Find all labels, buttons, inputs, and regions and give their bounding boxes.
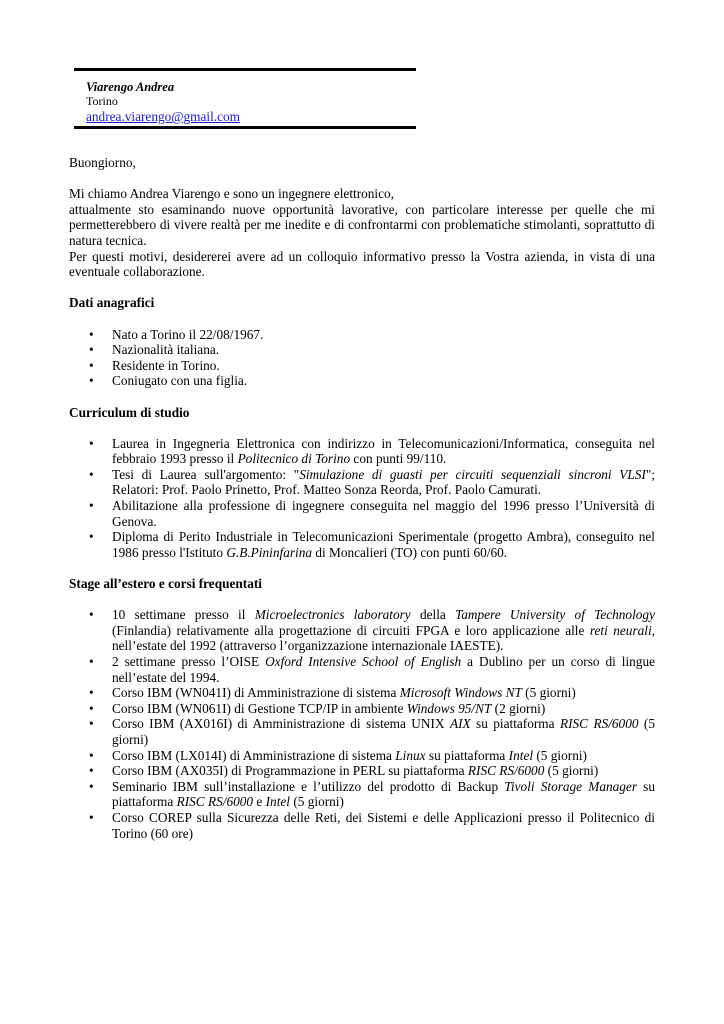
section-title-stage: Stage all’estero e corsi frequentati (69, 576, 262, 592)
anagrafici-list (69, 327, 655, 389)
list-item: • Corso IBM (LX014I) di Amministrazione di sistema Linux su piattaforma Intel (5 giorni) (89, 747, 587, 763)
list-item: • Coniugato con una figlia. (89, 373, 248, 389)
list-item: • Abilitazione alla professione di ingegnere conseguita nel maggio del 1996 presso l’Università di Genova. (89, 498, 655, 529)
list-item: • Tesi di Laurea sull'argomento: "Simulazione di guasti per circuiti sequenziali sincroni VLSI"; Relatori: Prof. Paolo Prinetto, Prof. Matteo Sonza Reorda, Prof. Paolo Camurati. (89, 466, 655, 498)
list-item: • Nato a Torino il 22/08/1967. (89, 326, 264, 342)
list-item: • Diploma di Perito Industriale in Telecomunicazioni Sperimentale (progetto Ambra), conseguito nel 1986 presso l'Istituto G.B.Pininfarina di Moncalieri (TO) con punti 60/60. (89, 529, 655, 560)
intro-paragraph: attualmente sto esaminando nuove opportunità lavorative, con particolare interesse per quelle che mi permetterebbero di vivere realtà per me inedite e di confrontarmi con problematiche stimolanti, soprattutto di natura tecnica. (69, 201, 655, 248)
section-title-anagrafici: Dati anagrafici (69, 295, 155, 311)
list-item: • Corso IBM (AX016I) di Amministrazione di sistema UNIX AIX su piattaforma RISC RS/6000 (5 giorni) (89, 716, 655, 747)
intro-line: Mi chiamo Andrea Viarengo e sono un ingegnere elettronico, (69, 186, 395, 202)
greeting: Buongiorno, (69, 155, 136, 170)
list-item: • Corso IBM (WN041I) di Amministrazione di sistema Microsoft Windows NT (5 giorni) (89, 685, 576, 701)
sender-name: Viarengo Andrea (86, 80, 175, 94)
contact-header (74, 68, 416, 129)
list-item: • Corso IBM (WN061I) di Gestione TCP/IP in ambiente Windows 95/NT (2 giorni) (89, 700, 546, 716)
sender-city: Torino (86, 94, 118, 108)
list-item: • 2 settimane presso l’OISE Oxford Intensive School of English a Dublino per un corso di lingue nell’estate del 1994. (89, 654, 655, 685)
studio-list (69, 436, 655, 561)
sender-email-link[interactable]: andrea.viarengo@gmail.com (86, 109, 241, 124)
stage-list (69, 607, 655, 841)
list-item: • 10 settimane presso il Microelectronics laboratory della Tampere University of Technology (Finlandia) relativamente alla progettazione di circuiti FPGA e loro applicazione alle reti neurali, nell’estate del 1992 (attraverso l’organizzazione internazionale IAESTE). (89, 607, 655, 654)
list-item: • Laurea in Ingegneria Elettronica con indirizzo in Telecomunicazioni/Informatica, conseguita nel febbraio 1993 presso il Politecnico di Torino con punti 99/110. (89, 435, 655, 467)
list-item: • Corso COREP sulla Sicurezza delle Reti, dei Sistemi e delle Applicazioni presso il Politecnico di Torino (60 ore) (89, 809, 655, 841)
section-title-studio: Curriculum di studio (69, 404, 190, 420)
list-item: • Corso IBM (AX035I) di Programmazione in PERL su piattaforma RISC RS/6000 (5 giorni) (89, 763, 599, 779)
list-item: • Nazionalità italiana. (89, 342, 220, 358)
list-item: • Seminario IBM sull’installazione e l’utilizzo del prodotto di Backup Tivoli Storage Manager su piattaforma RISC RS/6000 e Intel (5 giorni) (89, 778, 655, 810)
request-paragraph: Per questi motivi, desidererei avere ad un colloquio informativo presso la Vostra azienda, in vista di una eventuale collaborazione. (69, 248, 655, 280)
list-item: • Residente in Torino. (89, 357, 220, 373)
letter-body (69, 155, 655, 841)
